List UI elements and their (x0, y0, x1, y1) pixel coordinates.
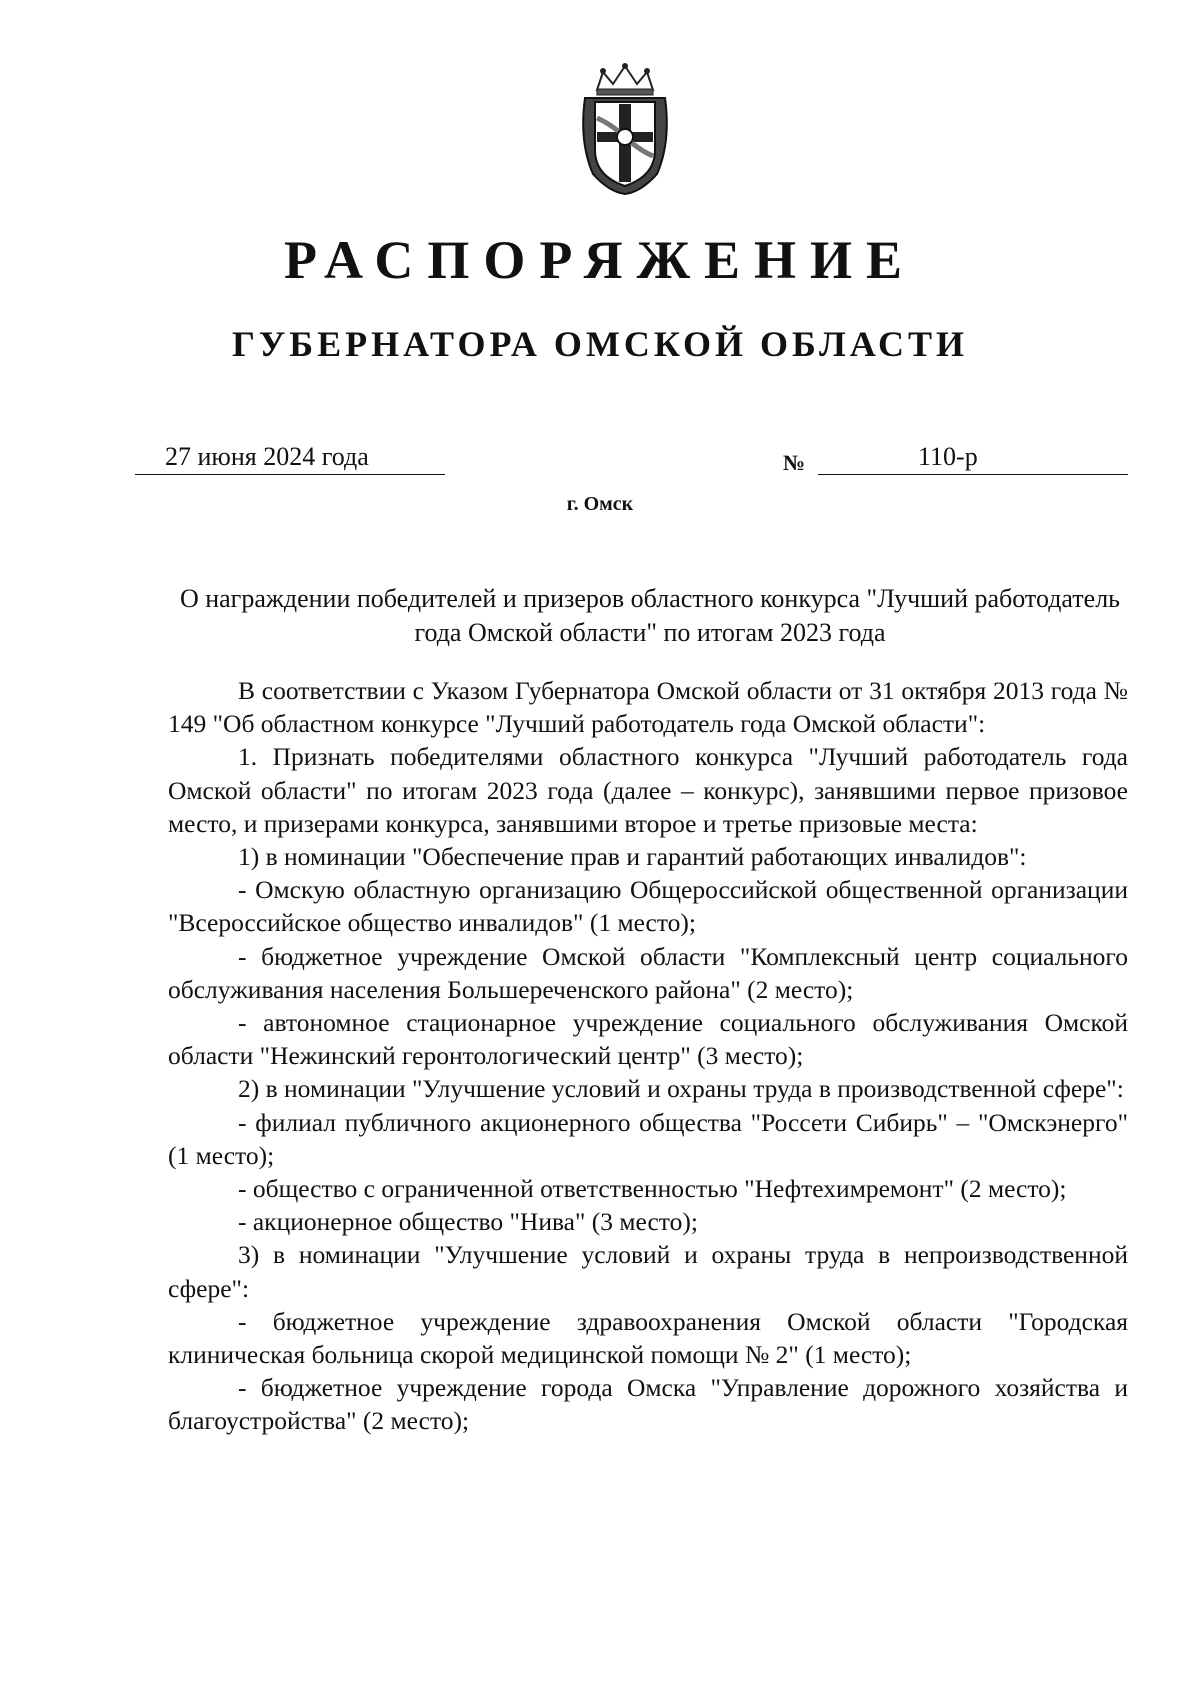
paragraph-item-1: 1. Признать победителями областного конкурса "Лучший работодатель года Омской области" по итогам 2023 года (далее – конкурс), занявшими первое призовое место, и призерами конкурса, занявшими второе и третье призовые места: (168, 742, 1128, 838)
document-date: 27 июня 2024 года (135, 440, 445, 475)
list-item: - бюджетное учреждение города Омска "Управление дорожного хозяйства и благоустройства" (2 место); (168, 1373, 1128, 1436)
document-body (168, 674, 1128, 1438)
list-item: - бюджетное учреждение здравоохранения Омской области "Городская клиническая больница скорой медицинской помощи № 2" (1 место); (168, 1306, 1128, 1370)
list-item: - Омскую областную организацию Общероссийской общественной организации "Всероссийское общество инвалидов" (1 место); (168, 875, 1128, 938)
list-item: - акционерное общество "Нива" (3 место); (238, 1207, 698, 1237)
paragraph-nomination-3: 3) в номинации "Улучшение условий и охраны труда в непроизводственной сфере": (168, 1240, 1128, 1303)
paragraph-nomination-2: 2) в номинации "Улучшение условий и охраны труда в производственной сфере": (238, 1074, 1124, 1104)
document-subtitle: ГУБЕРНАТОРА ОМСКОЙ ОБЛАСТИ (231, 324, 969, 364)
document-number: 110-р (818, 440, 1128, 475)
document-city: г. Омск (566, 493, 634, 515)
list-item: - автономное стационарное учреждение социального обслуживания Омской области "Нежинский геронтологический центр" (3 место); (168, 1008, 1128, 1071)
document-subject: О награждении победителей и призеров областного конкурса "Лучший работодатель года Омской области" по итогам 2023 года (179, 584, 1121, 647)
document-title: РАСПОРЯЖЕНИЕ (283, 230, 917, 290)
paragraph-preamble: В соответствии с Указом Губернатора Омской области от 31 октября 2013 года № 149 "Об областном конкурсе "Лучший работодатель года Омской области": (168, 676, 1128, 739)
list-item: - общество с ограниченной ответственностью "Нефтехимремонт" (2 место); (238, 1174, 1067, 1204)
list-item: - филиал публичного акционерного общества "Россети Сибирь" – "Омскэнерго" (1 место); (168, 1107, 1128, 1170)
coat-of-arms-emblem (575, 62, 675, 197)
number-sign: № (783, 450, 806, 475)
list-item: - бюджетное учреждение Омской области "Комплексный центр социального обслуживания населения Большереченского района" (2 место); (168, 941, 1128, 1004)
paragraph-nomination-1: 1) в номинации "Обеспечение прав и гарантий работающих инвалидов": (238, 842, 1027, 872)
